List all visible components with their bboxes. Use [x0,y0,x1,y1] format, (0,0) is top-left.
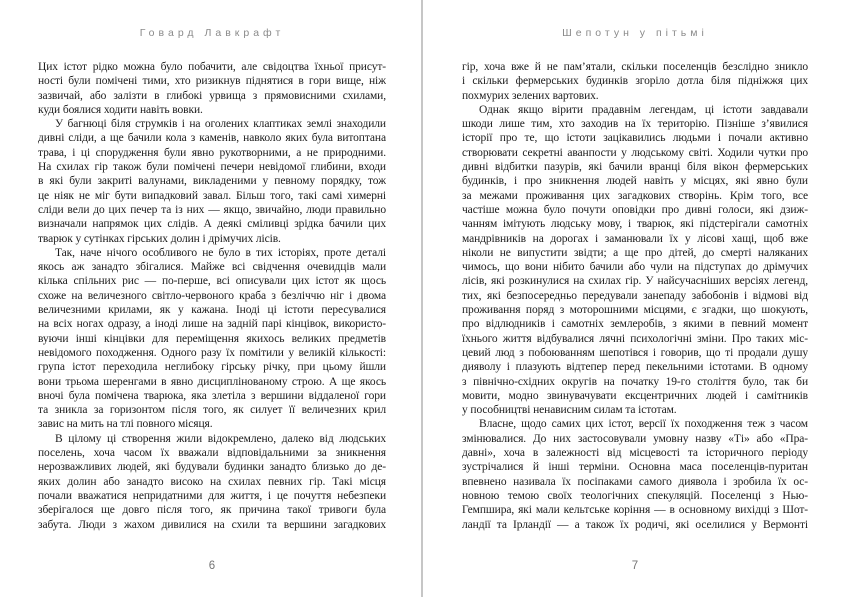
text-line: давні», хоча в залежності від місцевості та історичного періоду [462,447,808,460]
text-line: вуючи інші кінцівки для переміщення якихось великих предметів [38,332,386,345]
text-line: вночі була помічена тварюка, яка злетіла з вершини віддаленої гори [38,389,386,402]
text-line: новною темою своїх теологічних спекуляцій. Поселенці з Нью- [462,489,808,502]
text-line: поселень, хоча часом їх вважали відповідальними за зникнення [38,447,386,460]
text-line: цевий люд з побоюванням шепотівся і говорив, що ті продали душу [462,346,808,359]
text-line: в які були закриті валунами, викладеними у певному порядку, тож [38,175,386,188]
paragraph [38,246,386,432]
text-line: Власне, щодо самих цих істот, версії їх походження теж з часом [479,418,808,431]
paragraph [38,432,386,532]
text-line: почали вважатися непридатними для життя, і це почуття небезпеки [38,489,386,502]
text-line: яких долин або занадто високо на схилах певних гір. Такі місця [38,475,386,488]
page-right [462,0,808,597]
text-line: На схилах гір також були помічені печери невідомої глибини, входи [38,161,386,174]
text-line: визначали напрямок цих слідів. А деякі сміливці зрідка бачили цих [38,218,386,231]
text-line: тих, які безпосередньо передували занепаду забобонів і відмові від [462,289,808,302]
text-line: з північно-східних округів на початку 19-го століття було, так би [462,375,808,388]
text-line: зустрічалися й інші терміни. Основна маса поселенців-пуритан [462,461,808,474]
text-line: Так, наче нічого особливого не було в тих історіях, проте деталі [55,246,386,259]
text-line: їхнього життя відбувалися лячні психологічні зміни. Про таких міс- [462,332,808,345]
text-line: дивні відбитки пазурів, які бачили вранці біля вікон фермерських [462,161,808,174]
text-line: нерозважливих людей, які будували будинки занадто близько до де- [38,461,386,474]
page-left [38,0,386,597]
text-line: змінювалися. До них застосовували умовну назву «Ті» або «Пра- [462,432,808,445]
text-line: чимось, що вони нібито бачили або чули на підступах до дрімучих [462,261,808,274]
text-line: Цих істот рідко можна було побачити, але свідоцтва їхньої присут- [38,61,386,73]
page-number-left: 6 [208,560,216,572]
text-line: мовити, модно звинувачувати ексцентричних людей і самітників [462,389,808,402]
text-line: будинків, і про зникнення людей навіть у місцях, які явно були [462,175,808,188]
text-line: та зникла за горизонтом після того, як силует її величезних крил [38,404,386,417]
text-line: похмурих зелених вартових. [462,89,599,102]
text-line: у пособництві ненависним силам та істотам. [462,404,677,417]
text-line: кілька спільних рис — по-перше, всі описували цих істот як щось [38,275,386,288]
page-number-right: 7 [631,560,639,572]
text-line: група істот переходила неглибоку гірську річку, при цьому йшли [38,361,386,374]
page-text-left [38,60,386,532]
paragraph [462,417,808,531]
text-line: величезними крилами, як у кажана. Іноді ці істоти пересувалися [38,304,386,317]
paragraph [462,103,808,418]
text-line: історії про те, що істоти зацікавились людьми і почали активно [462,132,808,145]
text-line: лісів, які розкинулися на схилах гір. У найсучасніших версіях легенд, [462,275,808,288]
text-line: це ніяк не міг бути випадковий завал. Більш того, такі самі химерні [38,189,386,202]
text-line: за межами проживання цих загадкових створінь. Крім того, все [462,189,808,202]
text-line: дивні сліди, а ще бачили кола з каменів, навколо яких була витоптана [38,132,386,145]
text-line: куди боялися ходити навіть вовки. [38,103,203,116]
text-line: Однак якщо вірити прадавнім легендам, ці істоти завдавали [479,103,808,116]
text-line: ландії та Ірландії — а також їх родичі, які оселилися у Вермонті [462,518,808,531]
text-line: невідомого походження. Одного разу їх помітили у великій кількості: [38,346,386,359]
text-line: впевнено називала їх посіпаками самого диявола і зробила їх ос- [462,475,808,488]
text-line: чанням імітують людську мову, і тварюк, які підстерігали самотніх [462,218,808,231]
text-line: ності були помічені тими, хто ризикнув піднятися в гори вище, ніж [38,75,386,88]
text-line: схоже на величезного світло-червоного краба з безліччю ніг і двома [38,289,386,302]
text-line: частіше можна було почути оповідки про дивні голоси, які дзиж- [462,203,808,216]
page-divider [421,0,423,597]
text-line: і скільки фермерських будинків згоріло дотла біля підніжжя цих [462,75,808,88]
text-line: В цілому ці створення жили відокремлено, далеко від людських [55,432,386,445]
text-line: сліди вели до цих печер та із них — якщо, звичайно, люди правильно [38,203,386,216]
page-text-right [462,60,808,532]
text-line: мандрівників на дорогах і заманювали їх у лісові хащі, щоб вже [462,232,808,245]
text-line: створювати секретні аванпости у людському світі. Ходили чутки про [462,146,808,159]
text-line: зазвичай, або залізти в глибокі урвища з прямовисними схилами, [38,89,386,102]
text-line: про відлюдників і самотніх землеробів, з якими в певний момент [462,318,808,331]
text-line: ніколи не випустити звідти; а ще про дітей, до смерті наляканих [462,246,808,259]
text-line: зберігалося ще довго після того, як причина такої тривоги була [38,504,386,517]
text-line: тварюк у сутінках гірських долин і дрімучих лісів. [38,232,281,245]
text-line: на всіх ногах одразу, а іноді лише на задній парі кінцівок, використо- [38,318,386,331]
text-line: У багнюці біля струмків і на оголених клаптиках землі знаходили [55,118,386,131]
text-line: завис на мить на тлі повного місяця. [38,418,213,431]
text-line: якось аж занадто збігалися. Майже всі свідчення очевидців мали [38,261,386,274]
text-line: вони трьома шеренгами в явно дисциплінованому строю. А ще якось [38,375,386,388]
text-line: трава, і ці спорудження були явно рукотворними, а не природними. [38,146,386,159]
running-header-title: Шепотун у пітьмі [562,27,708,39]
text-line: забута. Люди з жахом дивилися на схили та вершини загадкових [38,518,386,531]
text-line: Гемпшира, які мали кельтське коріння — в основному вихідці з Шот- [462,504,808,517]
text-line: шкоди лише тим, хто заходив на їх територію. Пізніше з’явилися [462,118,808,131]
text-line: проживання поряд з моторошними місцями, є згадки, що шокують, [462,304,808,317]
paragraph [462,60,808,103]
running-header-author: Говард Лавкрафт [139,27,285,39]
text-line: гір, хоча вже й не пам’ятали, скільки поселенців безслідно зникло [462,61,808,73]
paragraph [38,117,386,246]
text-line: дияволу і плазують відтепер перед пекельними істотами. В одному [462,361,808,374]
paragraph [38,60,386,117]
